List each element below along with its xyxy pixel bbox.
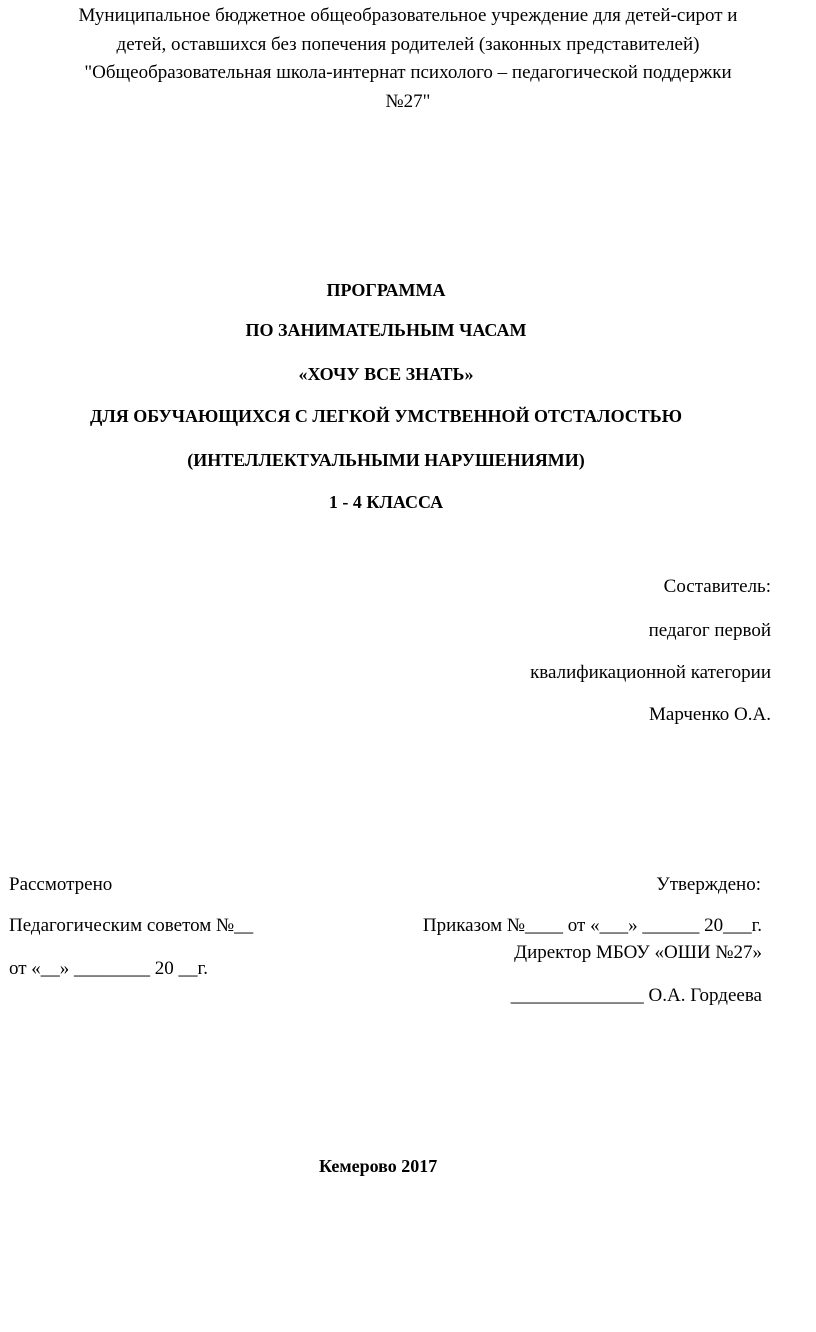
header-line-1: Муниципальное бюджетное общеобразовательное учреждение для детей-сирот и bbox=[78, 5, 738, 26]
author-position-2: квалификационной категории bbox=[530, 662, 771, 683]
title-subject: ПО ЗАНИМАТЕЛЬНЫМ ЧАСАМ bbox=[245, 320, 527, 340]
council-date-line: от «__» ________ 20 __г. bbox=[9, 958, 208, 979]
approved-label: Утверждено: bbox=[656, 874, 761, 895]
header-line-2: детей, оставшихся без попечения родителей (законных представителей) bbox=[116, 33, 700, 55]
header-line-3: "Общеобразовательная школа-интернат психолого – педагогической поддержки bbox=[84, 62, 732, 83]
author-position-1: педагог первой bbox=[648, 620, 771, 641]
title-name: «ХОЧУ ВСЕ ЗНАТЬ» bbox=[298, 364, 474, 384]
institution-header bbox=[0, 2, 816, 116]
title-program: ПРОГРАММА bbox=[326, 280, 446, 300]
city-year: Кемерово 2017 bbox=[319, 1156, 438, 1176]
author-name: Марченко О.А. bbox=[649, 704, 771, 725]
signature-line: ______________ О.А. Гордеева bbox=[510, 985, 762, 1006]
director-line: Директор МБОУ «ОШИ №27» bbox=[514, 942, 762, 963]
author-label: Составитель: bbox=[663, 576, 771, 597]
header-line-4: №27" bbox=[385, 90, 431, 112]
title-audience: ДЛЯ ОБУЧАЮЩИХСЯ С ЛЕГКОЙ УМСТВЕННОЙ ОТСТАЛОСТЬЮ bbox=[90, 406, 682, 426]
council-line: Педагогическим советом №__ bbox=[9, 915, 254, 936]
title-grades: 1 - 4 КЛАССА bbox=[328, 492, 444, 512]
title-audience-cont: (ИНТЕЛЛЕКТУАЛЬНЫМИ НАРУШЕНИЯМИ) bbox=[187, 450, 585, 470]
order-line: Приказом №____ от «___» ______ 20___г. bbox=[422, 915, 762, 936]
reviewed-label: Рассмотрено bbox=[9, 874, 113, 895]
